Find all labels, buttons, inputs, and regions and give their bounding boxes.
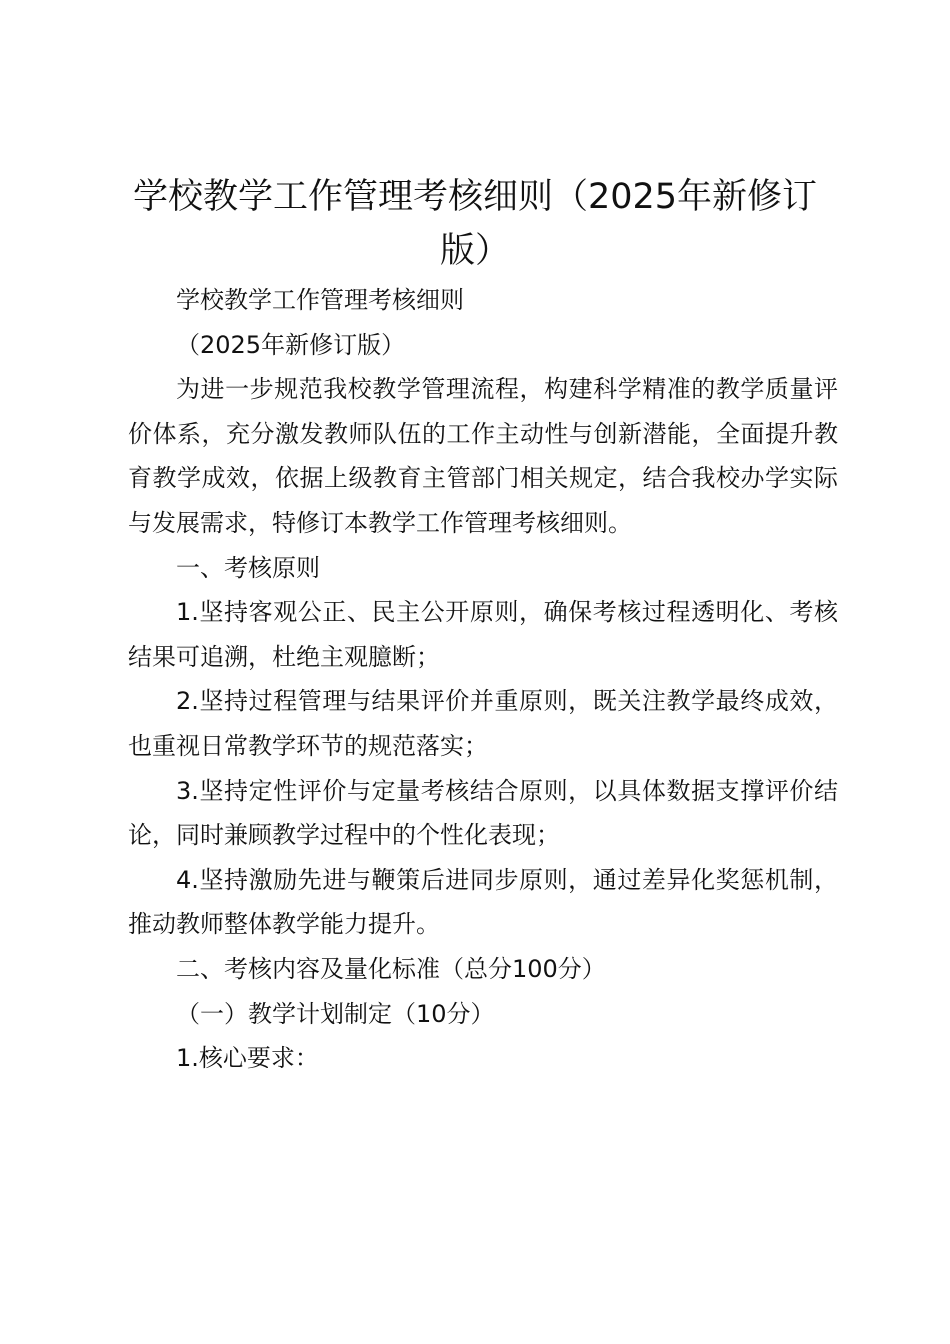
version-line: （2025年新修订版） (176, 330, 406, 359)
principle-item: 1.坚持客观公正、民主公开原则，确保考核过程透明化、考核结果可追溯，杜绝主观臆断； (128, 598, 838, 671)
document-body (128, 278, 838, 1081)
document-title: 学校教学工作管理考核细则（2025年新修订版） (132, 177, 818, 271)
subtitle-line: 学校教学工作管理考核细则 (176, 286, 464, 314)
principle-item: 2.坚持过程管理与结果评价并重原则，既关注教学最终成效，也重视日常教学环节的规范落实； (128, 687, 838, 760)
section-heading: 二、考核内容及量化标准（总分100分） (176, 954, 606, 983)
section-heading: 一、考核原则 (176, 553, 320, 582)
requirement-heading: 1.核心要求： (176, 1044, 319, 1073)
principle-item: 3.坚持定性评价与定量考核结合原则，以具体数据支撑评价结论，同时兼顾教学过程中的个性化表现； (128, 776, 838, 850)
subsection-heading: （一）教学计划制定（10分） (176, 999, 495, 1028)
principle-item: 4.坚持激励先进与鞭策后进同步原则，通过差异化奖惩机制，推动教师整体教学能力提升。 (128, 865, 838, 939)
intro-paragraph: 为进一步规范我校教学管理流程，构建科学精准的教学质量评价体系，充分激发教师队伍的工作主动性与创新潜能，全面提升教育教学成效，依据上级教育主管部门相关规定，结合我校办学实际与发展需求，特修订本教学工作管理考核细则。 (128, 375, 838, 537)
